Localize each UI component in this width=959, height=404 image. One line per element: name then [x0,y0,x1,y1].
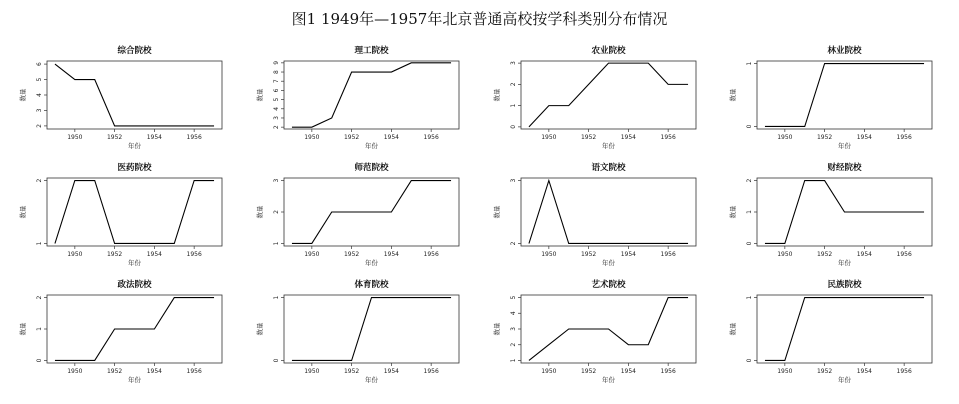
y-tick-label: 1 [273,295,280,300]
panel-语文院校 [492,162,696,267]
x-tick-label: 1950 [777,134,793,141]
panel-医药院校 [18,162,222,267]
x-axis-label: 年份 [602,259,615,267]
y-tick-label: 6 [273,88,280,93]
y-tick-label: 2 [273,210,280,214]
x-tick-label: 1956 [896,134,912,141]
plot-frame [284,61,459,129]
plot-frame [284,295,459,363]
x-tick-label: 1950 [304,134,320,141]
y-axis-label: 数量 [493,322,501,336]
x-axis-label: 年份 [128,376,141,384]
plot-frame [47,61,222,129]
y-tick-label: 5 [510,295,517,300]
y-tick-label: 0 [273,358,280,363]
y-tick-label: 2 [273,125,280,130]
y-axis-label: 数量 [256,322,264,336]
x-axis-label: 年份 [365,376,378,384]
series-line [55,181,214,244]
plot-frame [521,61,696,129]
y-tick-label: 1 [510,103,517,108]
series-line [292,181,451,244]
x-tick-label: 1954 [856,251,873,258]
y-tick-label: 0 [746,124,753,129]
y-tick-label: 5 [36,77,43,82]
x-axis-label: 年份 [365,259,378,267]
y-axis-label: 数量 [729,88,737,102]
y-tick-label: 0 [746,241,753,246]
panel-title: 农业院校 [591,46,626,56]
x-tick-label: 1950 [304,251,320,258]
y-tick-label: 2 [510,342,517,347]
panel-title: 艺术院校 [591,280,626,290]
y-tick-label: 3 [273,178,280,183]
x-tick-label: 1950 [304,368,320,375]
x-tick-label: 1954 [146,134,163,141]
panel-title: 林业院校 [827,46,862,56]
panel-财经院校 [728,162,932,267]
y-tick-label: 3 [273,116,280,120]
series-line [55,298,214,361]
x-tick-label: 1956 [186,251,202,258]
x-tick-label: 1956 [423,251,439,258]
plot-frame [521,178,696,246]
y-tick-label: 4 [273,106,280,111]
y-tick-label: 1 [746,61,753,66]
y-tick-label: 3 [510,327,517,331]
panel-title: 民族院校 [827,280,862,290]
y-axis-label: 数量 [729,322,737,336]
x-tick-label: 1956 [896,368,912,375]
x-tick-label: 1954 [620,134,637,141]
y-tick-label: 6 [36,62,43,67]
x-tick-label: 1956 [660,251,676,258]
y-tick-label: 4 [36,93,43,97]
x-tick-label: 1952 [343,134,360,141]
x-tick-label: 1952 [343,251,360,258]
x-tick-label: 1952 [580,134,597,141]
x-tick-label: 1950 [541,134,557,141]
y-axis-label: 数量 [19,88,27,102]
x-tick-label: 1956 [186,134,202,141]
plot-frame [757,61,932,129]
x-tick-label: 1952 [343,368,360,375]
series-line [529,298,688,361]
y-tick-label: 1 [36,327,43,331]
x-tick-label: 1954 [146,251,163,258]
x-axis-label: 年份 [838,376,851,384]
y-axis-label: 数量 [256,205,264,219]
y-tick-label: 3 [510,178,517,183]
panel-体育院校 [255,279,459,384]
y-axis-label: 数量 [493,88,501,102]
x-tick-label: 1952 [580,368,597,375]
x-tick-label: 1956 [660,368,676,375]
x-tick-label: 1952 [580,251,597,258]
x-tick-label: 1952 [816,134,833,141]
y-tick-label: 1 [510,358,517,363]
x-tick-label: 1950 [67,134,83,141]
series-line [529,181,688,244]
panel-师范院校 [255,162,459,267]
x-tick-label: 1950 [67,368,83,375]
series-line [529,63,688,127]
x-tick-label: 1956 [423,134,439,141]
panel-title: 师范院校 [354,163,389,173]
x-tick-label: 1952 [106,251,123,258]
y-tick-label: 8 [273,70,280,74]
y-tick-label: 0 [36,358,43,363]
y-tick-label: 1 [746,295,753,300]
x-tick-label: 1950 [541,251,557,258]
x-tick-label: 1952 [816,251,833,258]
panel-民族院校 [728,279,932,384]
y-tick-label: 2 [36,295,43,300]
x-tick-label: 1954 [856,368,873,375]
y-tick-label: 5 [273,97,280,102]
x-tick-label: 1950 [541,368,557,375]
y-tick-label: 1 [36,241,43,246]
x-tick-label: 1954 [383,251,400,258]
x-tick-label: 1952 [106,368,123,375]
series-line [765,64,924,127]
y-axis-label: 数量 [256,88,264,102]
x-axis-label: 年份 [128,259,141,267]
panel-政法院校 [18,279,222,384]
y-tick-label: 0 [746,358,753,363]
x-tick-label: 1954 [620,368,637,375]
x-axis-label: 年份 [602,142,615,150]
series-line [292,298,451,361]
series-line [765,181,924,244]
y-axis-label: 数量 [19,322,27,336]
y-tick-label: 2 [746,178,753,183]
x-tick-label: 1954 [383,134,400,141]
panel-综合院校 [18,45,222,150]
x-axis-label: 年份 [365,142,378,150]
panel-title: 医药院校 [117,163,152,173]
figure-title: 图1 1949年—1957年北京普通高校按学科类别分布情况 [291,10,668,28]
panel-农业院校 [492,45,696,150]
x-axis-label: 年份 [838,259,851,267]
y-axis-label: 数量 [19,205,27,219]
y-axis-label: 数量 [493,205,501,219]
y-tick-label: 1 [273,241,280,246]
x-tick-label: 1952 [816,368,833,375]
y-tick-label: 2 [36,178,43,183]
y-tick-label: 9 [273,60,280,65]
y-tick-label: 3 [510,61,517,66]
y-tick-label: 1 [746,210,753,214]
x-tick-label: 1956 [896,251,912,258]
panel-林业院校 [728,45,932,150]
y-tick-label: 7 [273,79,280,84]
series-line [765,298,924,361]
x-tick-label: 1956 [186,368,202,375]
panel-理工院校 [255,45,459,150]
y-tick-label: 3 [36,108,43,113]
x-tick-label: 1950 [777,368,793,375]
panel-title: 综合院校 [117,46,152,56]
x-axis-label: 年份 [128,142,141,150]
x-tick-label: 1954 [856,134,873,141]
y-tick-label: 2 [36,123,43,128]
x-axis-label: 年份 [838,142,851,150]
x-axis-label: 年份 [602,376,615,384]
series-line [292,63,451,127]
x-tick-label: 1950 [777,251,793,258]
x-tick-label: 1956 [660,134,676,141]
plot-frame [757,295,932,363]
y-tick-label: 0 [510,124,517,129]
panel-title: 体育院校 [354,280,389,290]
panel-title: 政法院校 [117,280,152,290]
panel-title: 财经院校 [827,163,862,173]
y-tick-label: 2 [510,82,517,87]
y-axis-label: 数量 [729,205,737,219]
x-tick-label: 1954 [620,251,637,258]
y-tick-label: 2 [510,241,517,246]
y-tick-label: 4 [510,311,517,316]
x-tick-label: 1956 [423,368,439,375]
panel-艺术院校 [492,279,696,384]
x-tick-label: 1954 [146,368,163,375]
series-line [55,64,214,126]
x-tick-label: 1952 [106,134,123,141]
x-tick-label: 1954 [383,368,400,375]
panel-title: 语文院校 [591,163,626,173]
x-tick-label: 1950 [67,251,83,258]
plot-frame [47,178,222,246]
panel-title: 理工院校 [354,46,389,56]
